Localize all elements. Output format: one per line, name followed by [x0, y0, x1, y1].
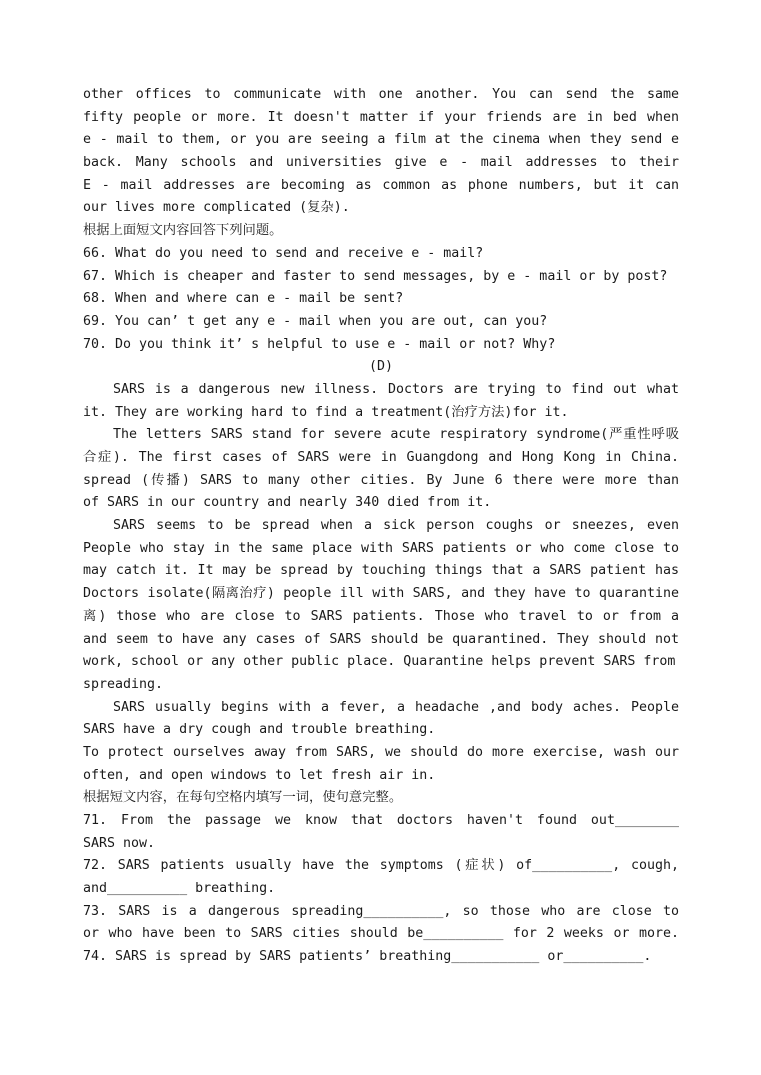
passage-d-line: 离) those who are close to SARS patients. Those who travel to or from a [83, 608, 679, 624]
passage-d-line: SARS usually begins with a fever, a headache ,and body aches. People [113, 699, 679, 715]
passage-d-line: work, school or any other public place. Quarantine helps prevent SARS from [83, 654, 676, 670]
question-71-cont: SARS now. [83, 835, 156, 851]
passage-line: our lives more complicated (复杂). [83, 200, 350, 216]
passage-d-line: SARS have a dry cough and trouble breathing. [83, 722, 436, 738]
passage-d-line: of SARS in our country and nearly 340 died from it. [83, 495, 492, 511]
passage-line: back. Many schools and universities give e - mail addresses to their [83, 155, 679, 171]
question-70: 70. Do you think it’ s helpful to use e - mail or not? Why? [83, 336, 556, 352]
passage-d-line: spread (传播) SARS to many other cities. By June 6 there were more than [83, 472, 679, 488]
passage-line: fifty people or more. It doesn't matter if your friends are in bed when [83, 109, 679, 125]
question-69: 69. You can’ t get any e - mail when you are out, can you? [83, 313, 548, 329]
question-66: 66. What do you need to send and receive e - mail? [83, 245, 484, 261]
document-page [83, 84, 679, 969]
passage-d-line: and seem to have any cases of SARS should be quarantined. They should not [83, 631, 679, 647]
question-67: 67. Which is cheaper and faster to send messages, by e - mail or by post? [83, 268, 668, 284]
passage-d-line: may catch it. It may be spread by touching things that a SARS patient has [83, 563, 679, 579]
passage-d-line: SARS seems to be spread when a sick person coughs or sneezes, even [113, 518, 679, 534]
instruction-d: 根据短文内容，在每句空格内填写一词，使句意完整。 [83, 790, 403, 806]
section-d-heading: (D) [368, 359, 394, 375]
question-73: 73. SARS is a dangerous spreading__________, so those who are close to [83, 903, 679, 919]
passage-line: e - mail to them, or you are seeing a film at the cinema when they send e [83, 132, 679, 148]
passage-d-line: The letters SARS stand for severe acute respiratory syndrome(严重性呼吸 [113, 427, 679, 443]
passage-d-line: To protect ourselves away from SARS, we should do more exercise, wash our [83, 744, 679, 760]
question-72: 72. SARS patients usually have the symptoms (症状) of__________, cough, [83, 858, 679, 874]
question-73-cont: or who have been to SARS cities should be__________ for 2 weeks or more. [83, 926, 679, 942]
question-68: 68. When and where can e - mail be sent? [83, 291, 404, 307]
passage-line: E - mail addresses are becoming as common as phone numbers, but it can [83, 177, 679, 193]
instruction-c: 根据上面短文内容回答下列问题。 [83, 223, 283, 239]
passage-d-line: often, and open windows to let fresh air in. [83, 767, 436, 783]
passage-d-line: SARS is a dangerous new illness. Doctors are trying to find out what [113, 381, 679, 397]
passage-d-line: spreading. [83, 676, 164, 692]
passage-d-line: it. They are working hard to find a treatment(治疗方法)for it. [83, 404, 569, 420]
passage-line: other offices to communicate with one another. You can send the same [83, 87, 679, 102]
question-71: 71. From the passage we know that doctors haven't found out________ [83, 813, 679, 828]
passage-d-line: Doctors isolate(隔离治疗) people ill with SARS, and they have to quarantine [83, 586, 679, 602]
passage-d-line: People who stay in the same place with SARS patients or who come close to [83, 540, 679, 556]
question-72-cont: and__________ breathing. [83, 881, 276, 897]
question-74: 74. SARS is spread by SARS patients’ breathing___________ or__________. [83, 949, 652, 965]
passage-d-line: 合症). The first cases of SARS were in Guangdong and Hong Kong in China. [83, 450, 679, 465]
